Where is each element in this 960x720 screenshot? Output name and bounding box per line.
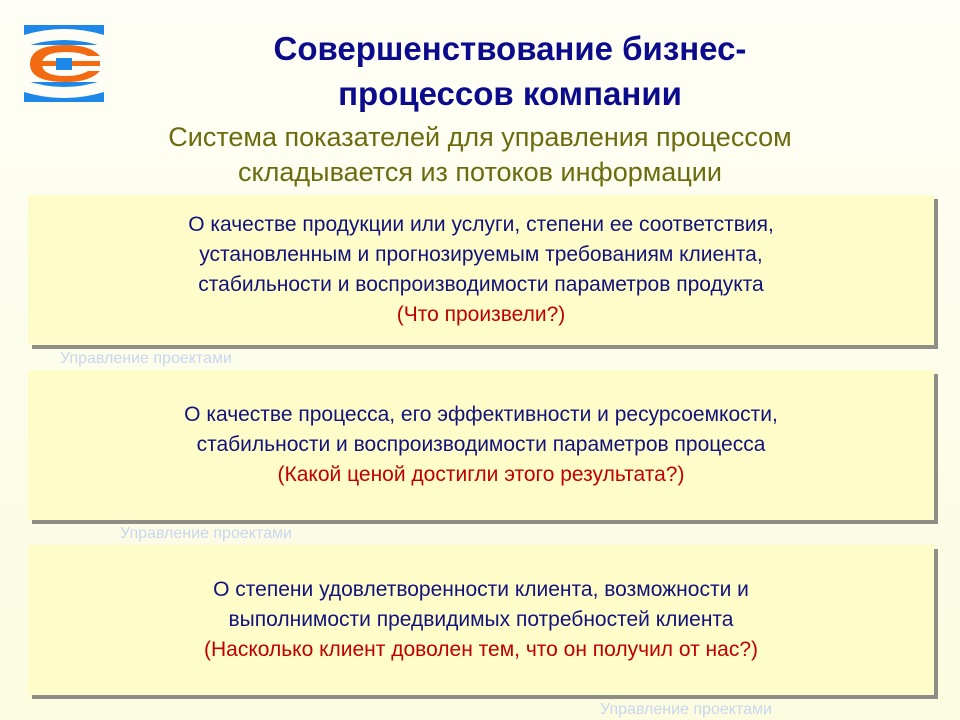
watermark: Управление проектами: [60, 350, 232, 367]
box-text-line: О степени удовлетворенности клиента, возможности и: [213, 578, 749, 601]
box-text-line: стабильности и воспроизводимости параметров продукта: [198, 273, 764, 296]
subtitle-line: Система показателей для управления процессом: [168, 122, 792, 152]
info-box-product-quality: [28, 195, 934, 345]
page-title: [150, 26, 870, 116]
box-question: (Насколько клиент доволен тем, что он получил от нас?): [203, 638, 759, 661]
box-question: (Что произвели?): [396, 303, 566, 326]
watermark: Управление проектами: [600, 701, 772, 718]
box-text-line: стабильности и воспроизводимости параметров процесса: [196, 433, 766, 456]
title-line: Совершенствование бизнес-: [273, 30, 747, 67]
subtitle-line: складывается из потоков информации: [238, 157, 722, 187]
box-text-line: установленным и прогнозируемым требованиям клиента,: [199, 243, 763, 266]
watermark: Управление проектами: [120, 525, 292, 542]
box-text-line: выполнимости предвидимых потребностей клиента: [228, 608, 734, 631]
box-text-line: О качестве процесса, его эффективности и ресурсоемкости,: [184, 403, 778, 426]
info-box-process-quality: [28, 370, 934, 520]
box-question: (Какой ценой достигли этого результата?): [277, 463, 685, 486]
company-logo-icon: [24, 25, 104, 102]
box-text-line: О качестве продукции или услуги, степени ее соответствия,: [188, 213, 774, 236]
subtitle: [80, 120, 880, 190]
title-line: процессов компании: [338, 75, 682, 112]
info-box-client-satisfaction: [28, 545, 934, 695]
